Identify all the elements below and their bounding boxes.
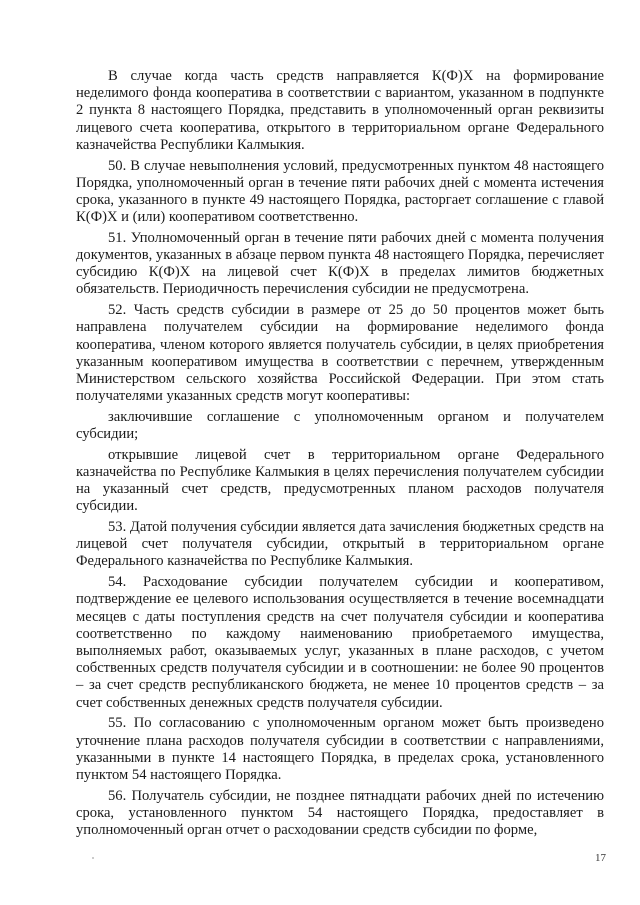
paragraph-55: 55. По согласованию с уполномоченным органом может быть произведено уточнение плана расходов получателя субсидии в соответствии с направлениями, указанными в пункте 14 настоящего Порядка, в пределах срока, установленного пунктом 54 настоящего Порядка. bbox=[76, 715, 604, 783]
paragraph-52-condition-2: открывшие лицевой счет в территориальном органе Федерального казначейства по Республике Калмыкия в целях перечисления получателем субсидии на указанный счет средств, предусмотренных планом расходов получателя субсидии. bbox=[76, 446, 604, 515]
paragraph-52: 52. Часть средств субсидии в размере от 25 до 50 процентов может быть направлена получателем субсидии на формирование неделимого фонда кооператива, членом которого является получатель субсидии, в целях приобретения указанным кооперативом имущества в соответствии с перечнем, утвержденным Министерством сельского хозяйства Российской Федерации. При этом стать получателями указанных средств могут кооперативы: bbox=[76, 302, 604, 405]
paragraph-51: 51. Уполномоченный орган в течение пяти рабочих дней с момента получения документов, указанных в абзаце первом пункта 48 настоящего Порядка, перечисляет субсидию К(Ф)Х на лицевой счет К(Ф)Х в пределах лимитов бюджетных обязательств. Периодичность перечисления субсидии не предусмотрена. bbox=[76, 229, 604, 298]
paragraph-kfh-account-details: В случае когда часть средств направляется К(Ф)Х на формирование неделимого фонда кооператива в соответствии с вариантом, указанном в подпункте 2 пункта 8 настоящего Порядка, представить в уполномоченный орган реквизиты лицевого счета кооператива, открытого в территориальном органе Федерального казначейства Республики Калмыкия. bbox=[76, 68, 604, 153]
paragraph-56: 56. Получатель субсидии, не позднее пятнадцати рабочих дней по истечению срока, установленного пунктом 54 настоящего Порядка, предоставляет в уполномоченный орган отчет о расходовании средств субсидии по форме, bbox=[76, 787, 604, 839]
paragraph-52-condition-1: заключившие соглашение с уполномоченным органом и получателем субсидии; bbox=[76, 408, 604, 443]
paragraph-53: 53. Датой получения субсидии является дата зачисления бюджетных средств на лицевой счет получателя субсидии, открытый в территориальном органе Федерального казначейства по Республике Калмыкия. bbox=[76, 519, 604, 570]
paragraph-54: 54. Расходование субсидии получателем субсидии и кооперативом, подтверждение ее целевого использования осуществляется в течение восемнадцати месяцев с даты поступления средств на счет получателя субсидии и кооператива соответственно по каждому наименованию приобретаемого имущества, выполняемых работ, оказываемых услуг, указанных в плане расходов, с учетом собственных средств получателя субсидии и в соотношении: не более 90 процентов – за счет средств республиканского бюджета, не менее 10 процентов средств – за счет собственных денежных средств получателя субсидии. bbox=[76, 574, 604, 711]
paragraph-50: 50. В случае невыполнения условий, предусмотренных пунктом 48 настоящего Порядка, уполномоченный орган в течение пяти рабочих дней с момента истечения срока, указанного в пункте 49 настоящего Порядка, расторгает соглашение с главой К(Ф)Х и (или) кооперативом соответственно. bbox=[76, 157, 604, 226]
document-body bbox=[76, 68, 604, 843]
page-number: 17 bbox=[595, 852, 606, 864]
scan-speck bbox=[92, 857, 94, 859]
